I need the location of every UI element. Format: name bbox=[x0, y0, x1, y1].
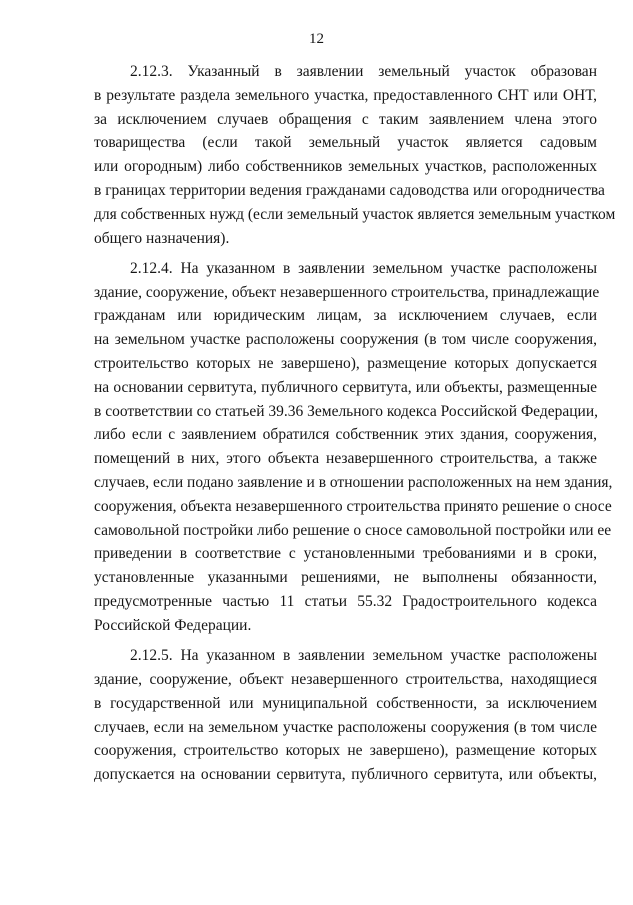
text-line: гражданам или юридическим лицам, за исключением случаев, если bbox=[94, 307, 597, 325]
text-line: здание, сооружение, объект незавершенного строительства, принадлежащие bbox=[94, 283, 600, 301]
text-line: самовольной постройки либо решение о сносе самовольной постройки или ее bbox=[94, 521, 612, 539]
text-line: случаев, если на земельном участке расположены сооружения (в том числе bbox=[94, 718, 597, 736]
paragraph-2-12-3 bbox=[94, 60, 616, 250]
text-line: за исключением случаев обращения с таким заявлением члена этого bbox=[94, 110, 597, 128]
page-number: 12 bbox=[309, 31, 324, 47]
text-line: в государственной или муниципальной собственности, за исключением bbox=[94, 694, 597, 712]
text-line: в результате раздела земельного участка, предоставленного СНТ или ОНТ, bbox=[94, 86, 597, 104]
text-line: строительство которых не завершено), размещение которых допускается bbox=[94, 355, 597, 373]
text-line: 2.12.5. На указанном в заявлении земельном участке расположены bbox=[130, 647, 597, 665]
text-line: товарищества (если такой земельный участок является садовым bbox=[94, 134, 597, 152]
text-line: допускается на основании сервитута, публичного сервитута, или объекты, bbox=[94, 766, 597, 784]
text-line: на основании сервитута, публичного сервитута, или объекты, размещенные bbox=[94, 378, 597, 396]
text-line: или огородным) либо собственников земельных участков, расположенных bbox=[94, 158, 597, 176]
text-line: случаев, если подано заявление и в отношении расположенных на нем здания, bbox=[94, 474, 613, 492]
text-line: предусмотренные частью 11 статьи 55.32 Градостроительного кодекса bbox=[94, 593, 597, 611]
text-line: помещений в них, этого объекта незавершенного строительства, а также bbox=[94, 450, 597, 468]
text-line: в границах территории ведения гражданами садоводства или огородничества bbox=[94, 181, 605, 199]
text-line: в соответствии со статьей 39.36 Земельного кодекса Российской Федерации, bbox=[94, 402, 599, 420]
text-line: 2.12.3. Указанный в заявлении земельный участок образован bbox=[130, 63, 597, 80]
text-line: общего назначения). bbox=[94, 229, 230, 247]
text-line: либо если с заявлением обратился собственник этих здания, сооружения, bbox=[94, 426, 597, 444]
paragraph-2-12-4 bbox=[94, 257, 613, 638]
text-line: на земельном участке расположены сооружения (в том числе сооружения, bbox=[94, 331, 597, 349]
text-line: сооружения, строительство которых не завершено), размещение которых bbox=[94, 742, 597, 760]
document-body bbox=[94, 60, 616, 793]
paragraph-2-12-5 bbox=[94, 644, 597, 787]
text-line: установленные указанными решениями, не выполнены обязанности, bbox=[94, 569, 597, 587]
text-line: сооружения, объекта незавершенного строительства принято решение о сносе bbox=[94, 497, 612, 515]
text-line: для собственных нужд (если земельный участок является земельным участком bbox=[94, 205, 616, 223]
text-line: Российской Федерации. bbox=[94, 616, 252, 634]
text-line: 2.12.4. На указанном в заявлении земельном участке расположены bbox=[130, 259, 597, 277]
text-line: здание, сооружение, объект незавершенного строительства, находящиеся bbox=[94, 670, 597, 688]
text-line: приведении в соответствие с установленными требованиями и в сроки, bbox=[94, 545, 597, 563]
